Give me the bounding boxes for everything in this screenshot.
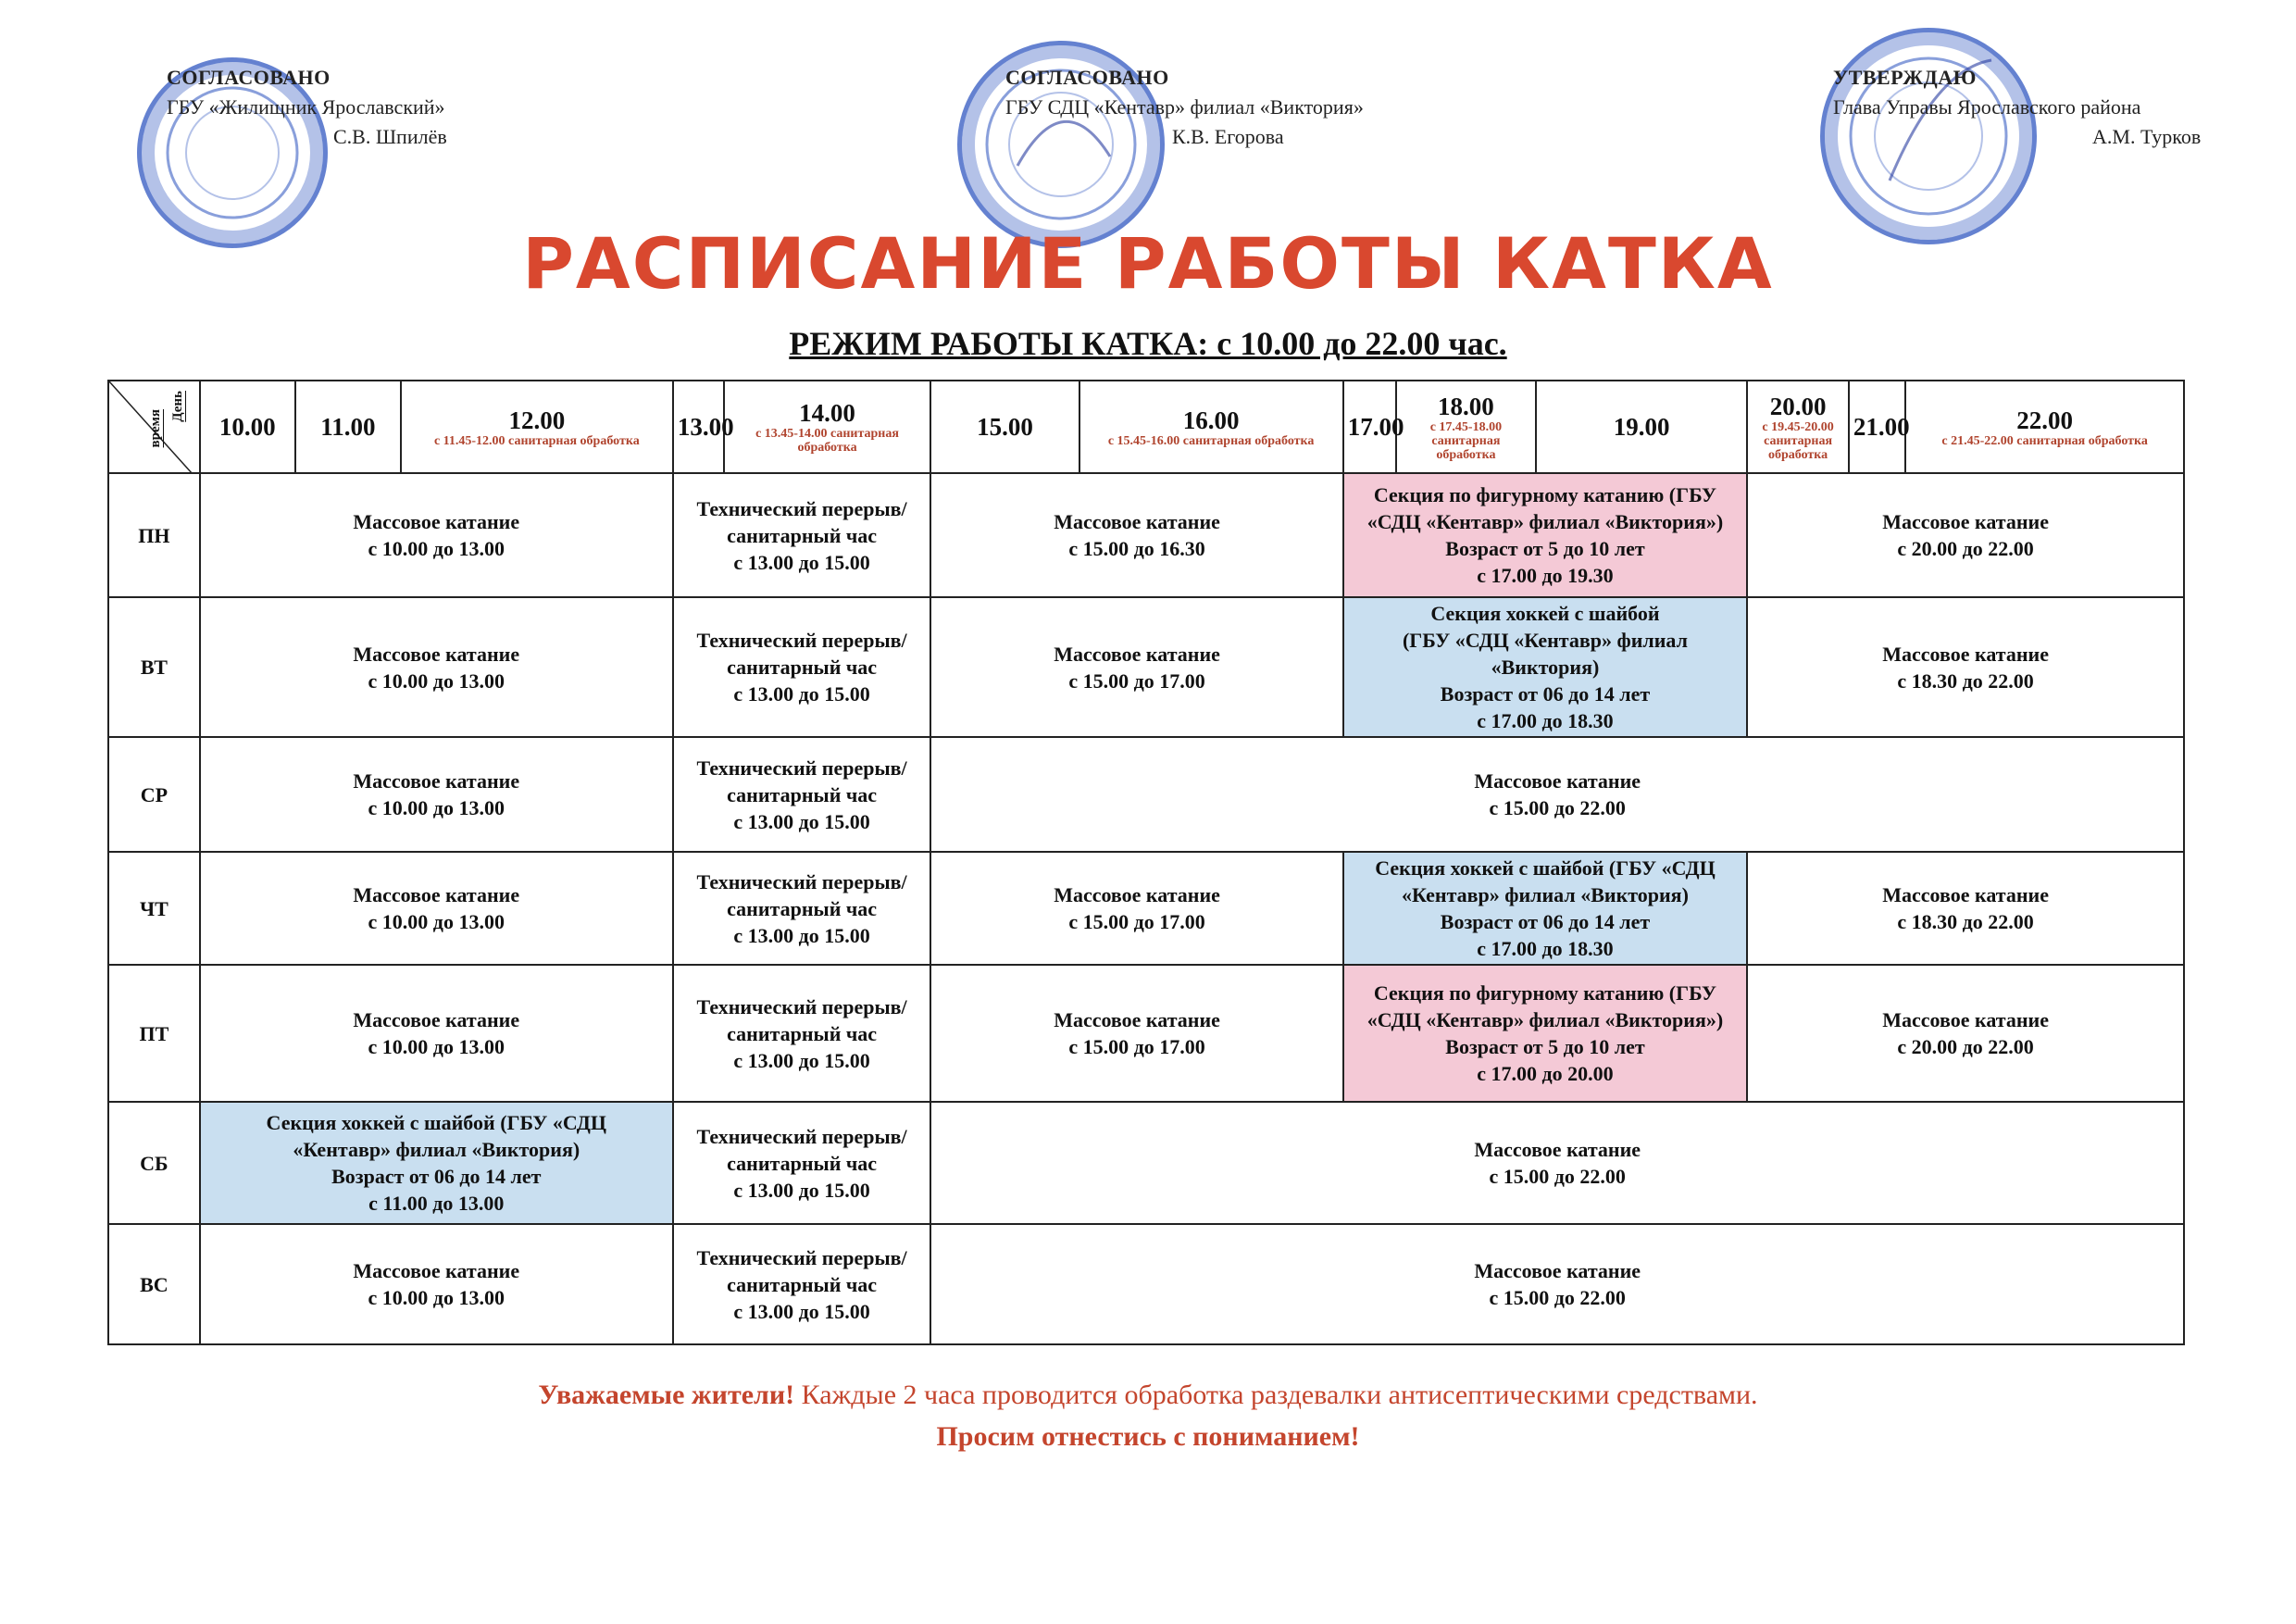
approval-center-org: ГБУ СДЦ «Кентавр» филиал «Виктория» [1005, 95, 1364, 119]
table-row [108, 737, 2184, 852]
schedule-cell-line: с 17.00 до 20.00 [1477, 1062, 1614, 1085]
schedule-cell [673, 597, 931, 737]
schedule-cell-line: Секция хоккей с шайбой (ГБУ «СДЦ [1375, 856, 1716, 880]
schedule-cell-line: с 20.00 до 22.00 [1897, 537, 2034, 560]
header-time-label: 14.00 [799, 399, 855, 427]
schedule-cell-line: Массовое катание [353, 510, 520, 533]
page-title: РАСПИСАНИЕ РАБОТЫ КАТКА [522, 222, 1774, 305]
schedule-cell-line: Массовое катание [1474, 1259, 1641, 1282]
table-row [108, 1224, 2184, 1344]
schedule-cell-line: Технический перерыв/ [696, 496, 907, 520]
table-row [108, 965, 2184, 1102]
schedule-cell-line: санитарный час [727, 782, 878, 806]
schedule-cell-line: с 10.00 до 13.00 [368, 796, 505, 819]
schedule-cell-line: Массовое катание [1882, 642, 2049, 666]
day-label: ЧТ [108, 852, 200, 965]
schedule-cell-line: «Кентавр» филиал «Виктория) [293, 1138, 580, 1161]
schedule-cell-line: с 15.00 до 17.00 [1068, 668, 1205, 693]
schedule-cell [200, 852, 673, 965]
schedule-cell-line: Технический перерыв/ [696, 994, 907, 1018]
schedule-cell-line: с 15.00 до 16.30 [1068, 537, 1205, 560]
day-label: СБ [108, 1102, 200, 1224]
header-time-0 [200, 381, 295, 473]
header-time-label: 16.00 [1182, 406, 1240, 434]
header-time-label: 21.00 [1853, 413, 1910, 441]
header-time-label: 11.00 [320, 413, 376, 441]
footer-notice [0, 1380, 2296, 1411]
schedule-cell-line: с 13.00 до 15.00 [733, 809, 870, 833]
schedule-cell-line: с 15.00 до 17.00 [1068, 1035, 1205, 1058]
schedule-cell [200, 473, 673, 597]
schedule-cell-line: Массовое катание [1054, 642, 1220, 666]
schedule-cell-line: с 13.00 до 15.00 [733, 923, 870, 947]
header-sanitary-note: с 19.45-20.00 санитарная обработка [1762, 419, 1834, 462]
schedule-cell-line: с 15.00 до 17.00 [1068, 910, 1205, 933]
header-time-2 [401, 381, 673, 473]
header-time-8 [1396, 381, 1536, 473]
day-label: ПТ [108, 965, 200, 1102]
header-time-12 [1905, 381, 2184, 473]
schedule-cell [930, 1102, 2184, 1224]
schedule-cell-line: Массовое катание [353, 769, 520, 793]
schedule-cell-line: Массовое катание [353, 642, 520, 666]
schedule-cell [673, 852, 931, 965]
header-sanitary-note: с 13.45-14.00 санитарная обработка [755, 427, 899, 455]
schedule-cell-line: Массовое катание [1054, 1008, 1220, 1031]
schedule-cell-line: с 10.00 до 13.00 [368, 910, 505, 933]
header-time-11 [1849, 381, 1910, 473]
approval-center [1005, 63, 1364, 152]
schedule-cell-line: Технический перерыв/ [696, 1124, 907, 1148]
day-label: ПН [108, 473, 200, 597]
header-sanitary-note: с 17.45-18.00 санитарная обработка [1429, 419, 1503, 462]
schedule-cell [200, 1224, 673, 1344]
schedule-cell [930, 1224, 2184, 1344]
header-time-5 [930, 381, 1079, 473]
schedule-cell-line: Массовое катание [353, 1259, 520, 1282]
schedule-cell [200, 737, 673, 852]
schedule-cell [673, 1224, 931, 1344]
schedule-cell-line: с 13.00 до 15.00 [733, 550, 870, 574]
schedule-cell [930, 737, 2184, 852]
footer-request: Просим отнестись с пониманием! [936, 1421, 1360, 1452]
schedule-cell [1747, 852, 2184, 965]
day-label: ВС [108, 1224, 200, 1344]
schedule-cell-line: Возраст от 06 до 14 лет [1440, 910, 1651, 933]
header-sanitary-note: с 15.45-16.00 санитарная обработка [1107, 433, 1315, 448]
schedule-cell-line: санитарный час [727, 1272, 878, 1296]
table-row [108, 473, 2184, 597]
schedule-cell-line: с 13.00 до 15.00 [733, 1299, 870, 1323]
schedule-cell-line: с 17.00 до 18.30 [1477, 937, 1614, 960]
schedule-cell [1343, 852, 1748, 965]
schedule-cell-line: с 15.00 до 22.00 [1489, 796, 1626, 819]
schedule-cell [1747, 965, 2184, 1102]
schedule-cell-line: «Кентавр» филиал «Виктория) [1402, 883, 1689, 906]
header-time-label: 19.00 [1613, 413, 1670, 441]
schedule-cell-line: Возраст от 06 до 14 лет [1440, 682, 1651, 706]
schedule-cell-line: «СДЦ «Кентавр» филиал «Виктория») [1366, 510, 1724, 533]
corner-top-label: День [169, 391, 185, 422]
table-row [108, 852, 2184, 965]
header-time-6 [1079, 381, 1343, 473]
schedule-cell-line: Массовое катание [1474, 1138, 1641, 1161]
schedule-cell [200, 965, 673, 1102]
header-time-7 [1343, 381, 1404, 473]
header-time-label: 10.00 [218, 413, 276, 441]
schedule-cell-line: Возраст от 06 до 14 лет [331, 1165, 542, 1188]
approval-left-head: СОГЛАСОВАНО [167, 66, 331, 89]
schedule-cell [1747, 473, 2184, 597]
day-label: СР [108, 737, 200, 852]
schedule-cell-line: Возраст от 5 до 10 лет [1445, 1035, 1645, 1058]
table-row [108, 1102, 2184, 1224]
header-time-4 [724, 381, 931, 473]
schedule-cell-line: с 18.30 до 22.00 [1897, 668, 2034, 693]
schedule-cell-line: санитарный час [727, 523, 878, 547]
schedule-cell-line: с 20.00 до 22.00 [1897, 1035, 2034, 1058]
schedule-cell [1747, 597, 2184, 737]
header-time-1 [295, 381, 401, 473]
page-subtitle: РЕЖИМ РАБОТЫ КАТКА: с 10.00 до 22.00 час. [789, 325, 1507, 362]
header-time-label: 18.00 [1438, 392, 1494, 420]
schedule-cell-line: с 10.00 до 13.00 [368, 537, 505, 560]
table-row [108, 597, 2184, 737]
schedule-cell-line: Секция по фигурному катанию (ГБУ [1373, 483, 1717, 506]
approval-left-org: ГБУ «Жилищник Ярославский» [167, 95, 445, 119]
schedule-cell-line: с 11.00 до 13.00 [368, 1192, 505, 1215]
schedule-cell-line: санитарный час [727, 896, 878, 920]
schedule-cell-line: с 13.00 до 15.00 [733, 1048, 870, 1072]
schedule-cell-line: «СДЦ «Кентавр» филиал «Виктория») [1366, 1008, 1724, 1031]
schedule-cell-line: с 10.00 до 13.00 [368, 668, 505, 693]
header-time-10 [1747, 381, 1849, 473]
schedule-cell-line: Массовое катание [1054, 883, 1220, 906]
approval-left-sign: С.В. Шпилёв [333, 125, 447, 148]
schedule-cell [1343, 965, 1748, 1102]
schedule-cell-line: Массовое катание [1882, 1008, 2049, 1031]
schedule-cell-line: с 10.00 до 13.00 [368, 1286, 505, 1309]
footer-notice-bold: Уважаемые жители! [538, 1380, 795, 1410]
header-row [108, 381, 2184, 473]
schedule-cell-line: Секция хоккей с шайбой [1430, 602, 1660, 625]
schedule-cell-line: с 13.00 до 15.00 [733, 1178, 870, 1202]
schedule-cell [200, 1102, 673, 1224]
schedule-cell-line: Технический перерыв/ [696, 1245, 907, 1269]
schedule-cell-line: с 17.00 до 19.30 [1477, 564, 1614, 587]
schedule-cell-line: санитарный час [727, 656, 878, 679]
schedule-cell-line: Массовое катание [353, 1008, 520, 1031]
schedule-cell-line: с 15.00 до 22.00 [1489, 1165, 1626, 1188]
schedule-cell-line: (ГБУ «СДЦ «Кентавр» филиал [1402, 629, 1688, 652]
header-time-3 [673, 381, 734, 473]
approval-left [167, 63, 447, 152]
header-time-label: 22.00 [2016, 406, 2074, 434]
approval-right-head: УТВЕРЖДАЮ [1833, 66, 1977, 89]
header-time-label: 12.00 [508, 406, 566, 434]
schedule-table [107, 380, 2185, 1345]
schedule-cell-line: с 18.30 до 22.00 [1897, 910, 2034, 933]
schedule-cell [930, 965, 1342, 1102]
schedule-cell-line: «Виктория) [1491, 656, 1600, 679]
schedule-cell-line: с 13.00 до 15.00 [733, 682, 870, 706]
schedule-cell-line: Технический перерыв/ [696, 869, 907, 893]
approval-center-head: СОГЛАСОВАНО [1005, 66, 1169, 89]
schedule-cell-line: Технический перерыв/ [696, 629, 907, 652]
schedule-cell [930, 852, 1342, 965]
approval-right-sign: А.М. Турков [2092, 125, 2202, 148]
schedule-cell-line: Возраст от 5 до 10 лет [1445, 537, 1645, 560]
header-time-label: 13.00 [677, 413, 734, 441]
schedule-cell-line: Массовое катание [1474, 769, 1641, 793]
schedule-cell-line: санитарный час [727, 1021, 878, 1045]
header-time-label: 20.00 [1769, 392, 1827, 420]
schedule-cell [673, 473, 931, 597]
day-label: ВТ [108, 597, 200, 737]
schedule-cell-line: Массовое катание [353, 883, 520, 906]
schedule-cell [1343, 473, 1748, 597]
corner-bottom-label: время [147, 409, 163, 448]
schedule-cell-line: с 17.00 до 18.30 [1477, 709, 1614, 732]
approval-right [1833, 63, 2201, 152]
schedule-cell-line: Массовое катание [1882, 510, 2049, 533]
schedule-cell-line: с 15.00 до 22.00 [1489, 1286, 1626, 1309]
corner-cell [108, 381, 200, 473]
approval-right-org: Глава Управы Ярославского района [1833, 95, 2141, 119]
approval-center-sign: К.В. Егорова [1172, 125, 1284, 148]
header-time-label: 17.00 [1347, 413, 1404, 441]
schedule-cell [200, 597, 673, 737]
schedule-cell-line: санитарный час [727, 1151, 878, 1175]
header-sanitary-note: с 11.45-12.00 санитарная обработка [433, 433, 640, 448]
schedule-cell [673, 737, 931, 852]
header-time-label: 15.00 [977, 413, 1033, 441]
footer-notice-text: Каждые 2 часа проводится обработка раздевалки антисептическими средствами. [801, 1380, 1758, 1410]
header-time-9 [1536, 381, 1747, 473]
schedule-cell [930, 473, 1342, 597]
header-sanitary-note: с 21.45-22.00 санитарная обработка [1941, 433, 2148, 448]
schedule-cell-line: Секция по фигурному катанию (ГБУ [1373, 981, 1717, 1005]
schedule-cell [1343, 597, 1748, 737]
schedule-cell-line: Массовое катание [1054, 510, 1220, 533]
schedule-cell [673, 1102, 931, 1224]
schedule-cell-line: Секция хоккей с шайбой (ГБУ «СДЦ [266, 1111, 606, 1134]
schedule-cell [930, 597, 1342, 737]
schedule-cell-line: Массовое катание [1882, 883, 2049, 906]
schedule-cell-line: Технический перерыв/ [696, 756, 907, 780]
schedule-cell-line: с 10.00 до 13.00 [368, 1035, 505, 1058]
schedule-cell [673, 965, 931, 1102]
